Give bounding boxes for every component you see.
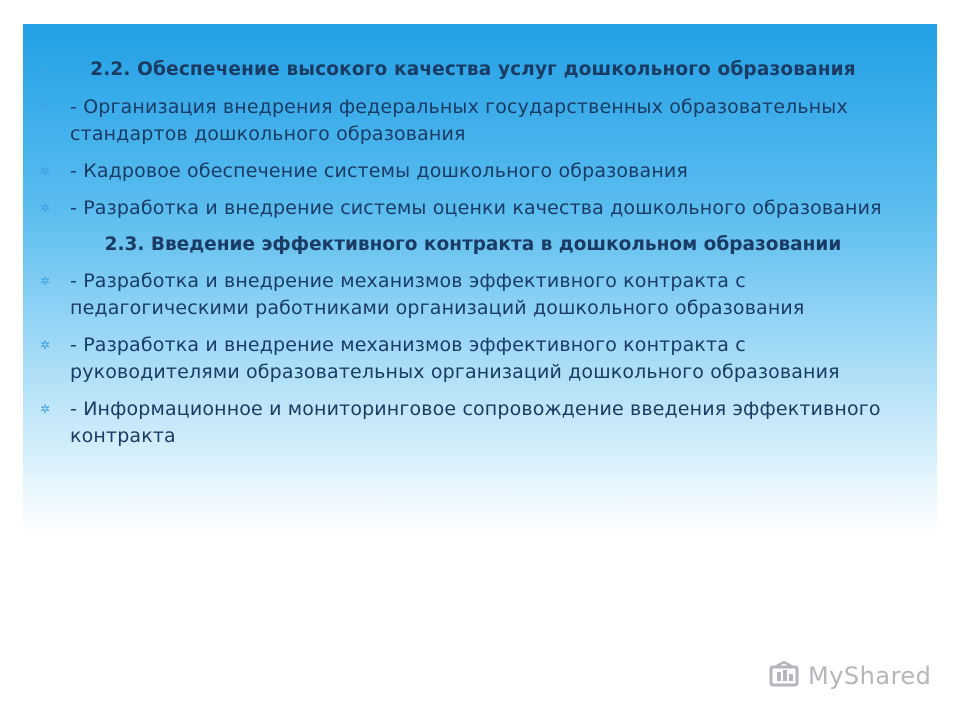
bullet-icon: ✲ [40,164,51,178]
bullet-icon: ✲ [40,402,51,416]
list-item-text: - Кадровое обеспечение системы дошкольного образования [70,160,688,182]
section-heading-2-3: 2.3. Введение эффективного контракта в дошкольном образовании [104,234,842,255]
heading-text: 2.2. Обеспечение высокого качества услуг дошкольного образования [90,59,856,80]
list-item-text: - Разработка и внедрение системы оценки качества дошкольного образования [70,197,882,219]
list-item [36,268,916,322]
list-item [36,195,916,222]
list-item [36,396,916,450]
bullet-icon: ✲ [40,201,51,215]
bullet-icon: ✲ [40,274,51,288]
list-item-text: - Разработка и внедрение механизмов эффективного контракта с руководителями образовательных организаций дошкольного образования [70,334,840,383]
list-item-text: - Организация внедрения федеральных государственных образовательных стандартов дошкольного образования [70,96,848,145]
section-heading-2-2 [36,57,916,84]
list-item [36,94,916,148]
bullet-icon: ✲ [40,338,51,352]
bullet-icon: ✲ [40,100,51,114]
list-item-text: - Разработка и внедрение механизмов эффективного контракта с педагогическими работниками организаций дошкольного образования [70,270,805,319]
list-item [36,158,916,185]
myshared-logo-icon [768,661,804,691]
watermark [768,660,931,692]
bullet-icon: ✲ [40,63,51,77]
list-item-text: - Информационное и мониторинговое сопровождение введения эффективного контракта [70,398,881,447]
list-item [36,332,916,386]
watermark-text: MyShared [808,662,932,690]
slide-content [36,57,916,460]
